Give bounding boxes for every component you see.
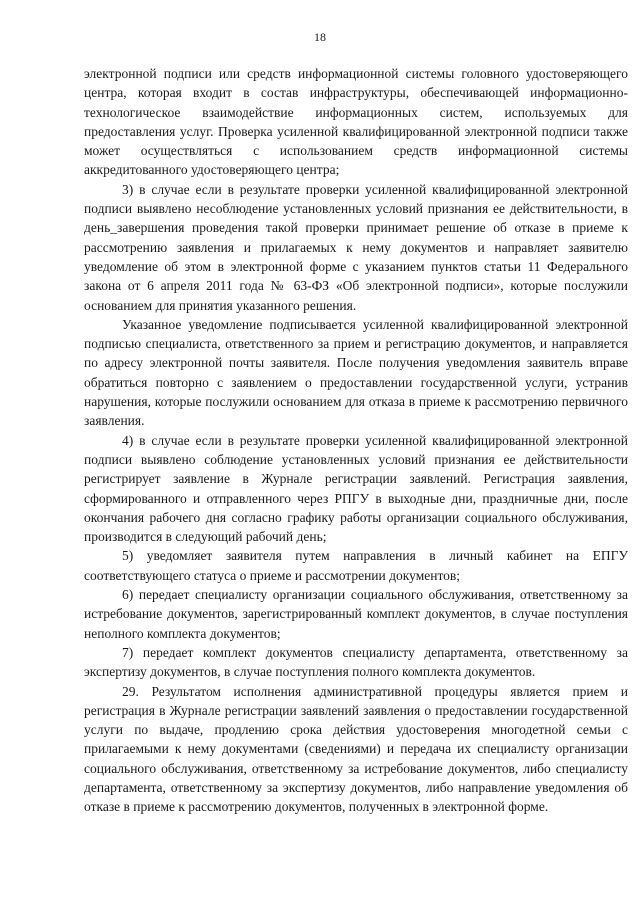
- paragraph-item-5: 5) уведомляет заявителя путем направления в личный кабинет на ЕПГУ соответствующего статуса о приеме и рассмотрении документов;: [84, 548, 628, 583]
- paragraph-item-3: 3) в случае если в результате проверки усиленной квалифицированной электронной подписи выявлено несоблюдение установленных условий признания ее действительности, в день_завершения проведения такой проверки принимает решение об отказе в приеме к рассмотрению заявления и прилагаемых к нему документов и направляет заявителю уведомление об этом в электронной форме с указанием пунктов статьи 11 Федерального закона от 6 апреля 2011 года № 63-ФЗ «Об электронной подписи», которые послужили основанием для принятия указанного решения.: [84, 181, 628, 313]
- paragraph-continuation: электронной подписи или средств информационной системы головного удостоверяющего центра, которая входит в состав инфраструктуры, обеспечивающей информационно-технологическое взаимодействие информационных систем, используемых для предоставления услуг. Проверка усиленной квалифицированной электронной подписи также может осуществляться с использованием средств информационной системы аккредитованного удостоверяющего центра;: [84, 66, 628, 178]
- document-body: [84, 64, 628, 817]
- paragraph-item-6: 6) передает специалисту организации социального обслуживания, ответственному за истребование документов, зарегистрированный комплект документов, в случае поступления неполного комплекта документов;: [84, 587, 628, 641]
- paragraph-notice: Указанное уведомление подписывается усиленной квалифицированной электронной подписью специалиста, ответственного за прием и регистрацию документов, и направляется по адресу электронной почты заявителя. После получения уведомления заявитель вправе обратиться повторно с заявлением о предоставлении государственной услуги, устранив нарушения, которые послужили основанием для отказа в приеме к рассмотрению первичного заявления.: [84, 316, 628, 429]
- page-number: 18: [314, 30, 326, 44]
- paragraph-item-7: 7) передает комплект документов специалисту департамента, ответственному за экспертизу документов, в случае поступления полного комплекта документов.: [84, 644, 628, 680]
- paragraph-29: 29. Результатом исполнения административной процедуры является прием и регистрация в Журнале регистрации заявлений заявления о предоставлении государственной услуги по выдаче, продлению срока действия удостоверения многодетной семьи с прилагаемыми к нему документами (сведениями) и передача их специалисту организации социального обслуживания, ответственному за истребование документов, либо специалисту департамента, ответственному за экспертизу документов, либо направление уведомления об отказе в приеме к рассмотрению документов, полученных в электронной форме.: [84, 683, 628, 815]
- paragraph-item-4: 4) в случае если в результате проверки усиленной квалифицированной электронной подписи выявлено соблюдение установленных условий признания ее действительности регистрирует заявление в Журнале регистрации заявлений. Регистрация заявления, сформированного и отправленного через РПГУ в выходные дни, праздничные дни, после окончания рабочего дня согласно графику работы организации социального обслуживания, производится в следующий рабочий день;: [84, 432, 628, 545]
